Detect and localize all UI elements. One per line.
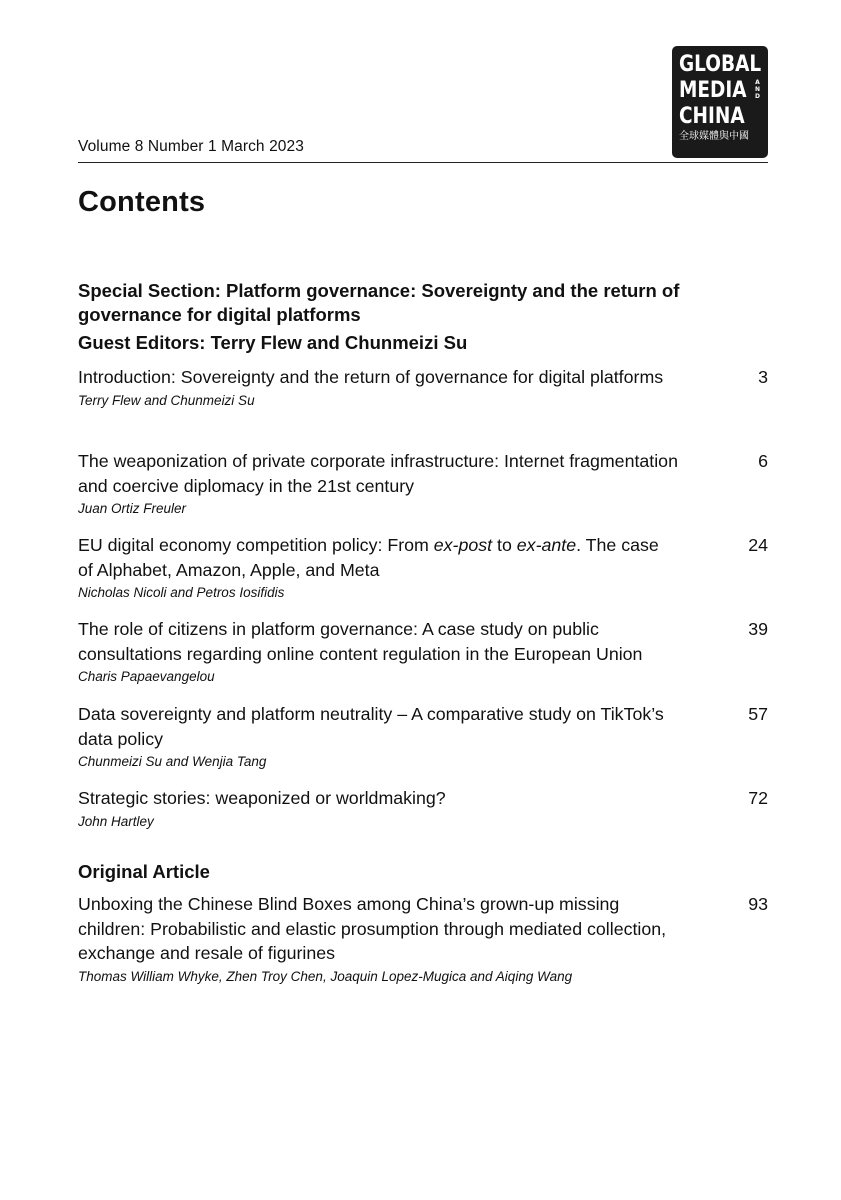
logo-word-china: CHINA: [679, 104, 745, 129]
toc-entry: [78, 786, 768, 831]
toc-entry-authors: Juan Ortiz Freuler: [78, 501, 187, 516]
toc-entry-title[interactable]: Strategic stories: weaponized or worldmaking?: [78, 788, 446, 808]
toc-entry-page: 93: [748, 894, 768, 914]
toc-entry: [78, 702, 768, 771]
toc-entry-title[interactable]: [78, 533, 678, 582]
guest-editors-line: Guest Editors: Terry Flew and Chunmeizi Su: [78, 332, 468, 353]
toc-entry-title[interactable]: The weaponization of private corporate infrastructure: Internet fragmentation and coercive diplomacy in the 21st century: [78, 451, 678, 496]
toc-entry-page: 3: [758, 367, 768, 387]
toc-entry-authors: John Hartley: [78, 813, 154, 829]
toc-entry: [78, 533, 768, 602]
title-emphasis: ex-ante: [516, 535, 577, 555]
page-title: Contents: [78, 186, 206, 218]
toc-entry-authors: Charis Papaevangelou: [78, 669, 215, 684]
toc-entry-authors: Thomas William Whyke, Zhen Troy Chen, Joaquin Lopez-Mugica and Aiqing Wang: [78, 968, 573, 984]
volume-issue-line: Volume 8 Number 1 March 2023: [78, 138, 304, 155]
toc-entry-page: 24: [748, 535, 768, 555]
toc-entry-title[interactable]: Unboxing the Chinese Blind Boxes among China’s grown-up missing children: Probabilistic and elastic prosumption through mediated collection, exchange and resale of figurines: [78, 894, 667, 963]
toc-entry: [78, 892, 768, 986]
toc-entry-page: 6: [758, 451, 768, 471]
title-text: to: [492, 535, 517, 555]
logo-word-global: GLOBAL: [679, 52, 762, 77]
logo-chinese-text: 全球媒體與中國: [679, 131, 749, 142]
header-divider: [78, 162, 768, 163]
toc-entry-authors: Terry Flew and Chunmeizi Su: [78, 392, 255, 408]
logo-word-media: MEDIA: [679, 78, 747, 103]
toc-entry: [78, 449, 768, 518]
journal-logo: [672, 46, 768, 158]
toc-entry-title[interactable]: Data sovereignty and platform neutrality – A comparative study on TikTok’s data policy: [78, 704, 664, 749]
logo-word-and: A N D: [754, 79, 761, 100]
toc-entry-page: 57: [748, 704, 768, 724]
toc-entry: [78, 617, 768, 686]
title-text: . The case of Alphabet, Amazon, Apple, and Meta: [78, 535, 659, 580]
title-emphasis: ex-post: [433, 535, 493, 555]
toc-entry-title[interactable]: Introduction: Sovereignty and the return of governance for digital platforms: [78, 367, 664, 387]
toc-entry-page: 39: [748, 619, 768, 639]
toc-entry-authors: Chunmeizi Su and Wenjia Tang: [78, 754, 267, 769]
toc-entry-authors: Nicholas Nicoli and Petros Iosifidis: [78, 585, 285, 600]
toc-entry-title[interactable]: The role of citizens in platform governance: A case study on public consultations regarding online content regulation in the European Union: [78, 619, 643, 664]
original-article-heading: Original Article: [78, 861, 210, 882]
special-section-heading: Special Section: Platform governance: Sovereignty and the return of governance for digital platforms: [78, 280, 680, 325]
toc-entry: [78, 365, 768, 410]
toc-entry-page: 72: [748, 788, 768, 808]
title-text: EU digital economy competition policy: From: [78, 535, 434, 555]
